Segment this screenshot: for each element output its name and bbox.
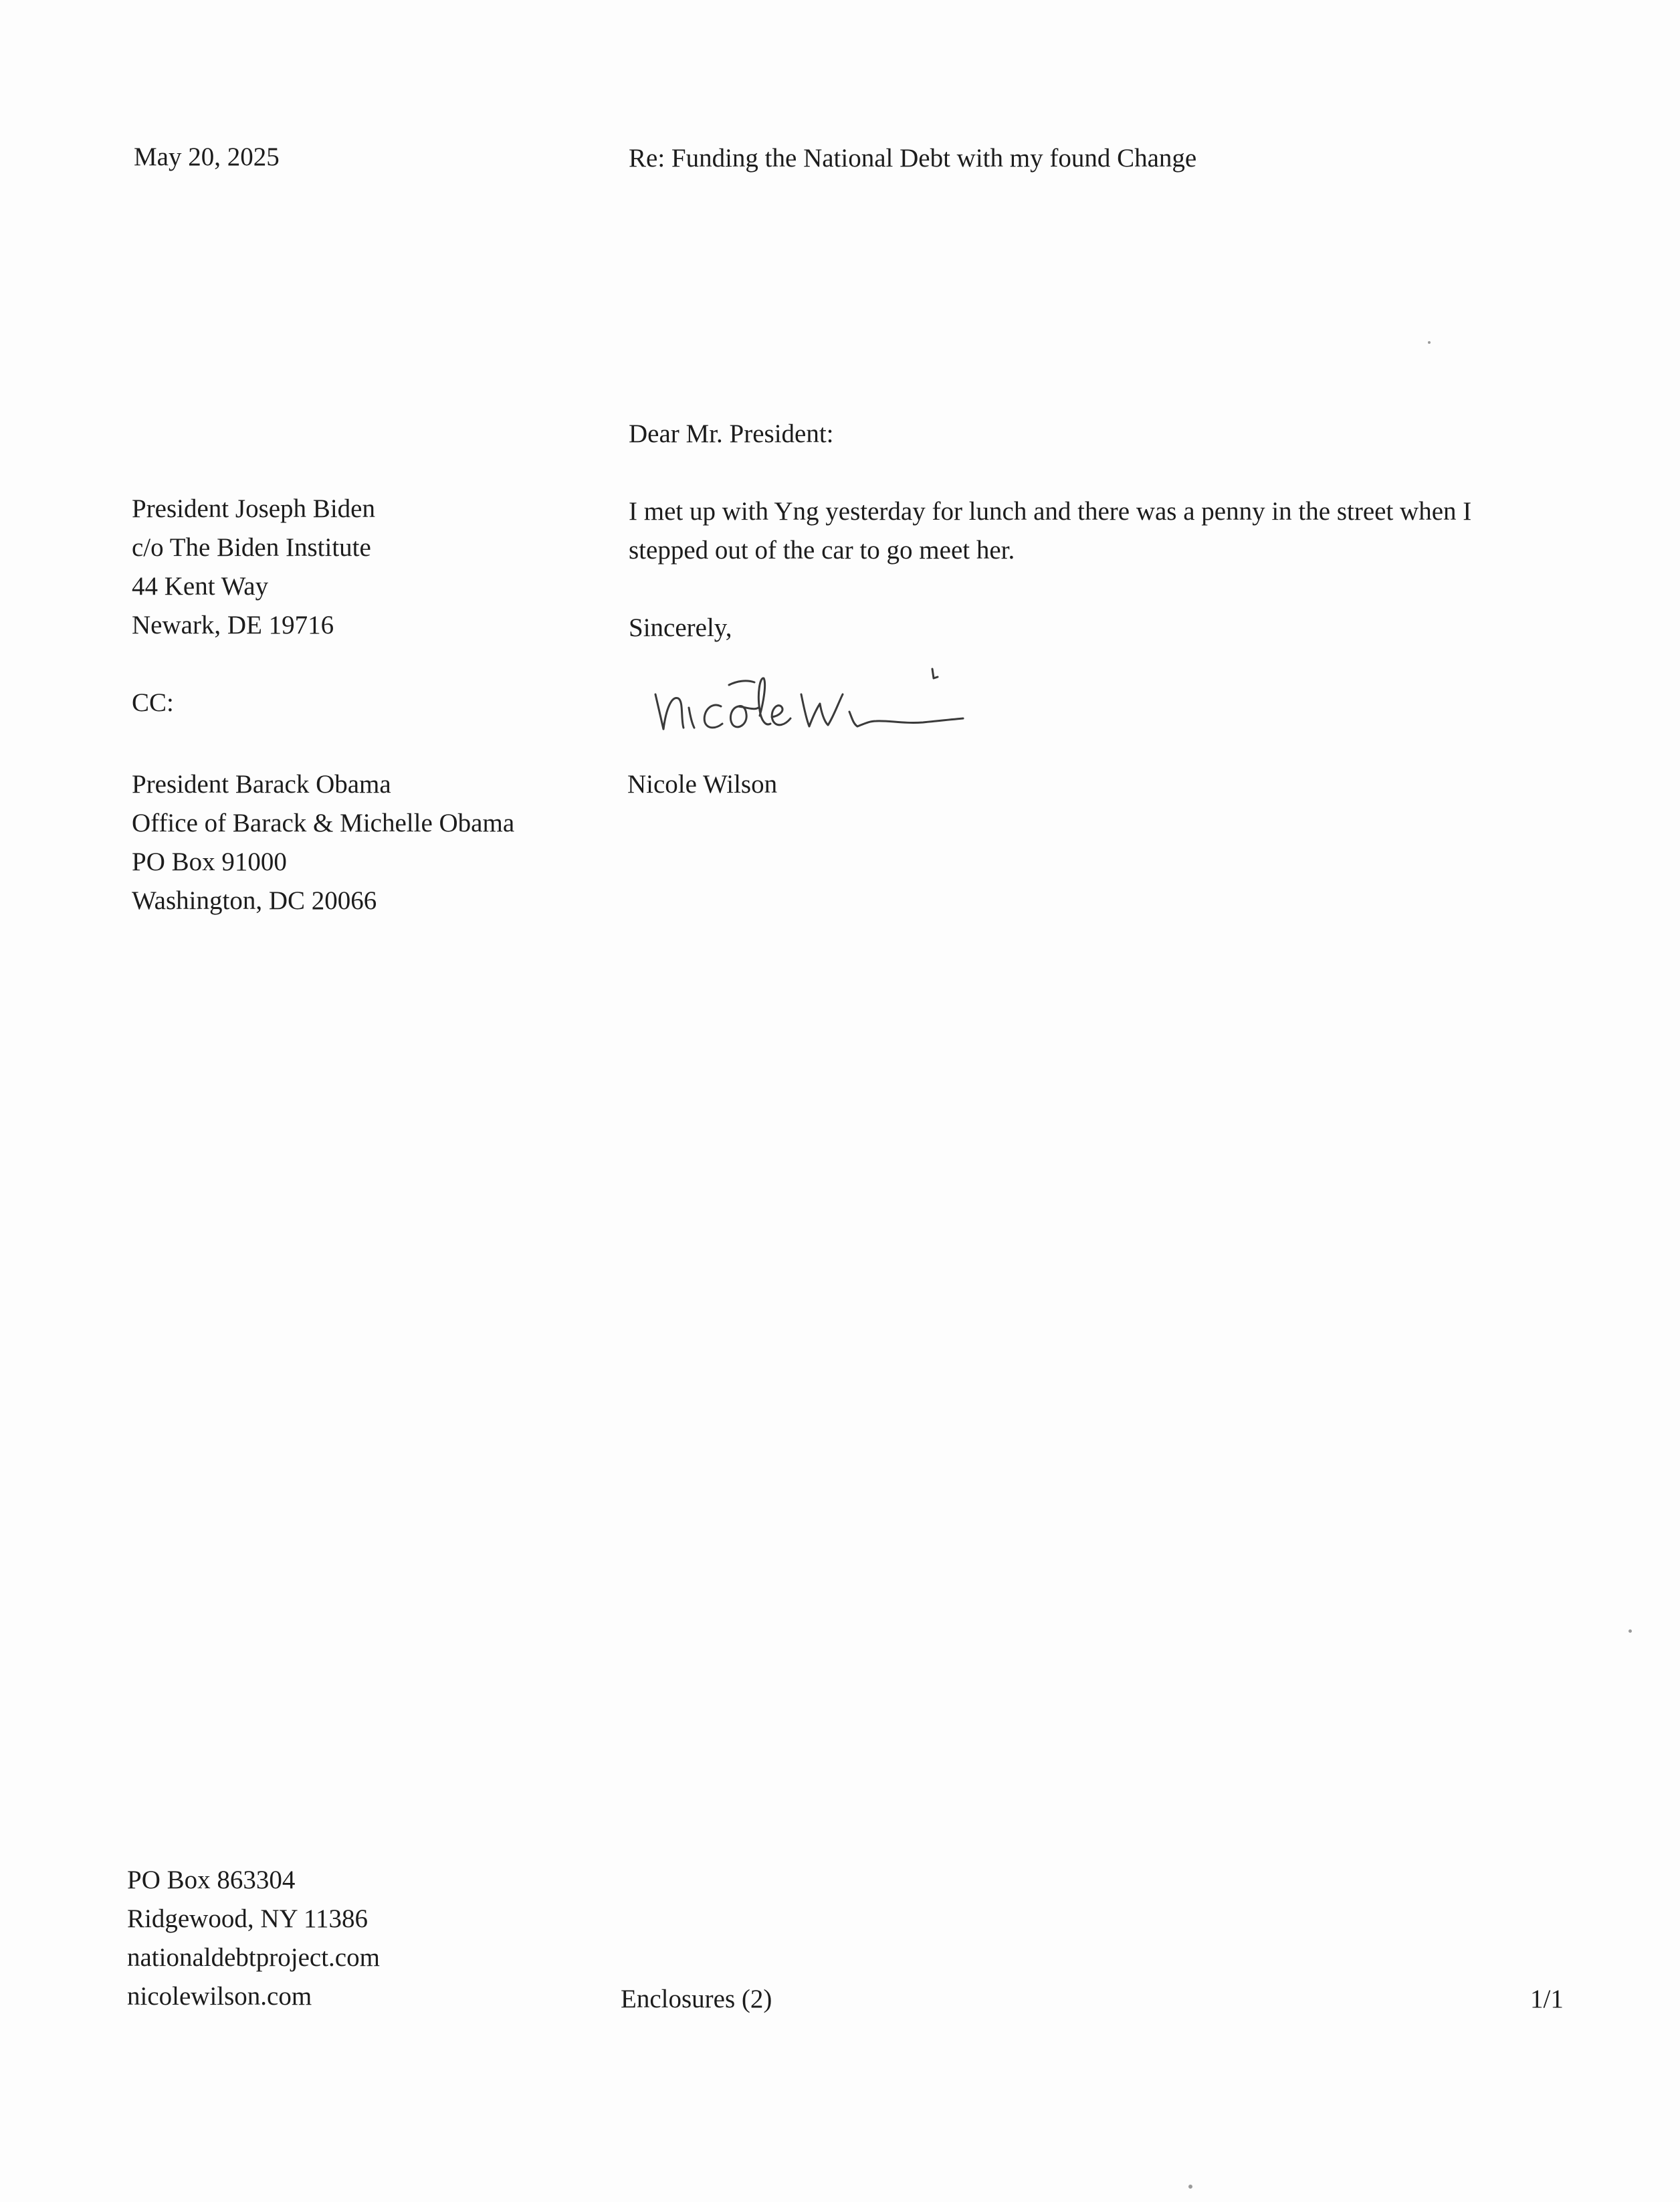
recipient-line: c/o The Biden Institute: [132, 533, 371, 562]
salutation: Dear Mr. President:: [629, 419, 834, 448]
scan-speck: [1188, 2185, 1192, 2189]
letter-subject: Re: Funding the National Debt with my found Change: [629, 144, 1197, 173]
sender-address: [127, 1861, 380, 2016]
sender-line: Ridgewood, NY 11386: [127, 1904, 369, 1933]
recipient-line: Newark, DE 19716: [132, 611, 334, 639]
handwritten-signature: [649, 654, 996, 748]
sender-line: nicolewilson.com: [127, 1982, 312, 2011]
cc-address: [132, 765, 514, 920]
cc-line: President Barack Obama: [132, 770, 391, 799]
body-line: I met up with Yng yesterday for lunch and there was a penny in the street when I: [629, 497, 1472, 526]
cc-line: Office of Barack & Michelle Obama: [132, 809, 515, 837]
signer-name: Nicole Wilson: [627, 770, 778, 799]
recipient-line: President Joseph Biden: [132, 494, 375, 523]
recipient-line: 44 Kent Way: [132, 572, 269, 601]
body-line: stepped out of the car to go meet her.: [629, 536, 1015, 565]
letter-body: [629, 492, 1471, 570]
cc-line: Washington, DC 20066: [132, 886, 377, 915]
enclosures-note: Enclosures (2): [621, 1985, 772, 2013]
cc-label: CC:: [132, 688, 174, 717]
cc-line: PO Box 91000: [132, 847, 287, 876]
scan-speck: [1428, 341, 1431, 344]
sender-line: nationaldebtproject.com: [127, 1943, 380, 1972]
closing: Sincerely,: [629, 613, 732, 642]
sender-line: PO Box 863304: [127, 1866, 296, 1894]
scan-speck: [1629, 1629, 1632, 1633]
letter-date: May 20, 2025: [134, 142, 280, 171]
page-number: 1/1: [1530, 1985, 1564, 2013]
recipient-address: [132, 490, 375, 645]
